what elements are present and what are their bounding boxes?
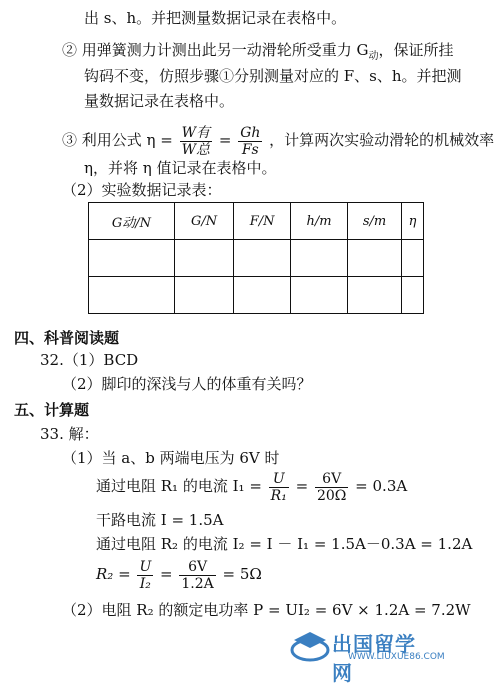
table-header-cell: G/N [174,203,233,240]
table-header-cell: η [401,203,423,240]
table-header-cell: G动/N [89,203,175,240]
formula-label: ③ 利用公式 η = [62,131,173,149]
watermark-url: WWW.LIUXUE86.COM [348,652,445,662]
fraction-gh-den: Fs [241,141,259,158]
section-4-title: 四、科普阅读题 [14,329,120,347]
fraction-u-i2 [137,559,153,592]
table-cell [234,240,291,277]
table-cell [234,277,291,314]
table-cell [174,277,233,314]
fraction-6v-12a-den: 1.2A [181,575,214,592]
fraction-w [180,125,212,158]
table-header-cell: s/m [348,203,402,240]
line-5-text: ，计算两次实验动滑轮的机械效率 [269,131,494,149]
line-2-text: ② 用弹簧测力计测出此另一动滑轮所受重力 G [62,41,369,59]
line-2 [62,40,454,67]
table-cell [290,277,347,314]
section-5-title: 五、计算题 [14,401,90,419]
q33-r2-result: = 5Ω [222,565,262,583]
watermark-title: 出国留学网 [332,632,416,685]
q33-part1: （1）当 a、b 两端电压为 6V 时 [62,449,280,467]
fraction-u-r1-num: U [269,471,289,488]
q33-part2: （2）电阻 R₂ 的额定电功率 P = UI₂ = 6V × 1.2A = 7.2W [62,601,471,619]
fraction-6v-20-den: 20Ω [316,487,347,504]
formula-eq: = [218,131,232,149]
q33-current-r1-eq: = [295,477,309,495]
table-header-cell: h/m [290,203,347,240]
table-cell [174,240,233,277]
q33-r2-value [96,558,262,592]
table-header-cell: F/N [234,203,291,240]
line-4: 量数据记录在表格中。 [84,92,235,110]
line-3: 钩码不变，仿照步骤①分别测量对应的 F、s、h。并把测 [84,67,462,85]
fraction-u-i2-den: I₂ [139,575,151,592]
fraction-6v-20 [315,471,348,504]
table-cell [290,240,347,277]
line-1: 出 s、h。并把测量数据记录在表格中。 [84,9,347,27]
q33-current-r1 [96,470,407,504]
line-2-text-b: ，保证所挂 [378,41,454,59]
fraction-u-i2-num: U [139,558,152,575]
q33-current-r2: 通过电阻 R₂ 的电流 I₂ = I － I₁ = 1.5A－0.3A = 1.2A [96,535,473,553]
table-cell [348,240,402,277]
fraction-w-num: W有 [181,124,211,141]
watermark-logo [290,628,445,685]
q33-current-r1-result: = 0.3A [355,477,408,495]
table-row [89,277,424,314]
table-header-row [89,203,424,240]
fraction-gh [238,125,262,158]
q32-part1: 32.（1）BCD [40,351,139,369]
fraction-6v-12a-num: 6V [179,559,215,576]
fraction-gh-num: Gh [240,124,261,141]
fraction-6v-20-num: 6V [315,471,348,488]
q32-part2: （2）脚印的深浅与人的体重有关吗？ [62,375,312,393]
mortarboard-icon [290,628,330,662]
q33-current-r1-label: 通过电阻 R₁ 的电流 I₁ = [96,477,262,495]
q33-main-current: 干路电流 I = 1.5A [96,511,224,529]
fraction-u-r1 [269,471,289,504]
table-cell [89,277,175,314]
table-row [89,240,424,277]
table-cell [401,277,423,314]
table-cell [348,277,402,314]
table-cell [89,240,175,277]
q33-r2-label: R₂ = [96,565,131,583]
table-cell [401,240,423,277]
record-table [88,202,424,314]
line-6: η，并将 η 值记录在表格中。 [84,159,277,177]
line-2-sub: 动 [368,51,379,62]
fraction-u-r1-den: R₁ [270,487,287,504]
fraction-6v-12a [179,559,215,592]
fraction-w-den: W总 [181,141,211,158]
q33-label: 33. 解： [40,425,99,443]
line-7: （2）实验数据记录表： [62,181,222,199]
line-5 [62,124,494,158]
q33-r2-eq: = [160,565,173,583]
